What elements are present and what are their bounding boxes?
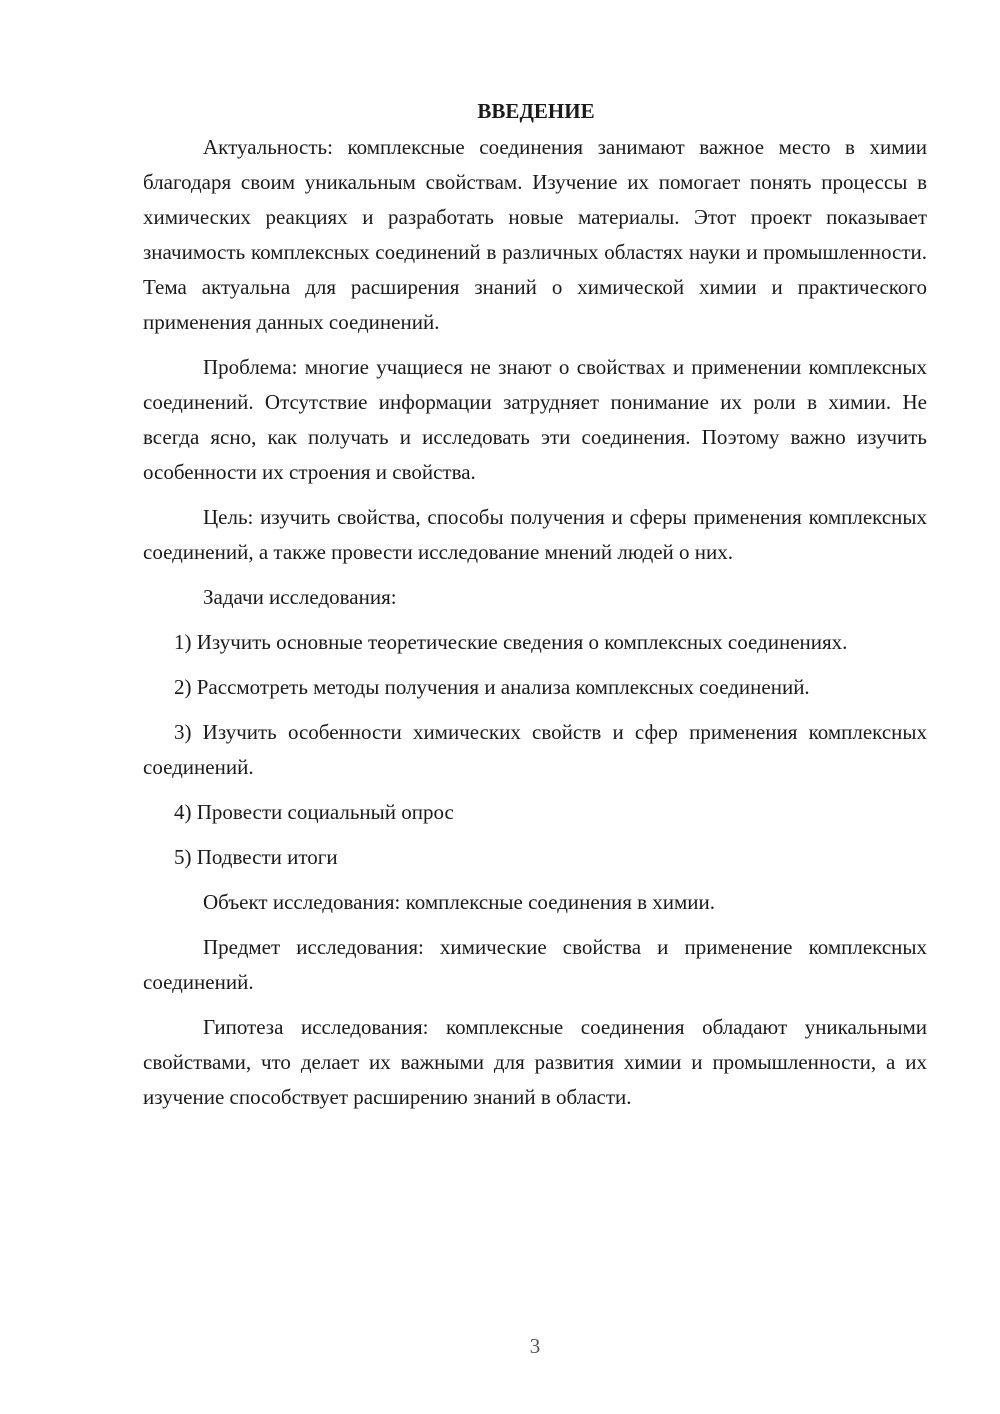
task-item-3: 3) Изучить особенности химических свойств и сфер применения комплексных соединений. bbox=[143, 720, 927, 779]
paragraph-goal: Цель: изучить свойства, способы получения и сферы применения комплексных соединений, а также провести исследование мнений людей о них. bbox=[143, 505, 927, 564]
paragraph-hypothesis: Гипотеза исследования: комплексные соединения обладают уникальными свойствами, что делает их важными для развития химии и промышленности, а их изучение способствует расширению знаний в области. bbox=[143, 1015, 927, 1109]
paragraph-problem: Проблема: многие учащиеся не знают о свойствах и применении комплексных соединений. Отсутствие информации затрудняет понимание их роли в химии. Не всегда ясно, как получать и исследовать эти соединения. Поэтому важно изучить особенности их строения и свойства. bbox=[143, 355, 927, 484]
page-number: 3 bbox=[529, 1334, 541, 1358]
section-heading: ВВЕДЕНИЕ bbox=[477, 99, 595, 123]
paragraph-object: Объект исследования: комплексные соединения в химии. bbox=[203, 890, 716, 914]
paragraph-relevance: Актуальность: комплексные соединения занимают важное место в химии благодаря своим уникальным свойствам. Изучение их помогает понять процессы в химических реакциях и разработать новые материалы. Этот проект показывает значимость комплексных соединений в различных областях науки и промышленности. Тема актуальна для расширения знаний о химической химии и практического применения данных соединений. bbox=[143, 135, 927, 334]
task-item-1: 1) Изучить основные теоретические сведения о комплексных соединениях. bbox=[174, 630, 848, 654]
paragraph-tasks-heading: Задачи исследования: bbox=[203, 585, 397, 609]
task-item-2: 2) Рассмотреть методы получения и анализа комплексных соединений. bbox=[174, 675, 810, 699]
task-item-4: 4) Провести социальный опрос bbox=[174, 800, 454, 824]
document-body bbox=[143, 94, 927, 1125]
paragraph-subject: Предмет исследования: химические свойства и применение комплексных соединений. bbox=[143, 935, 927, 994]
task-item-5: 5) Подвести итоги bbox=[174, 845, 338, 869]
